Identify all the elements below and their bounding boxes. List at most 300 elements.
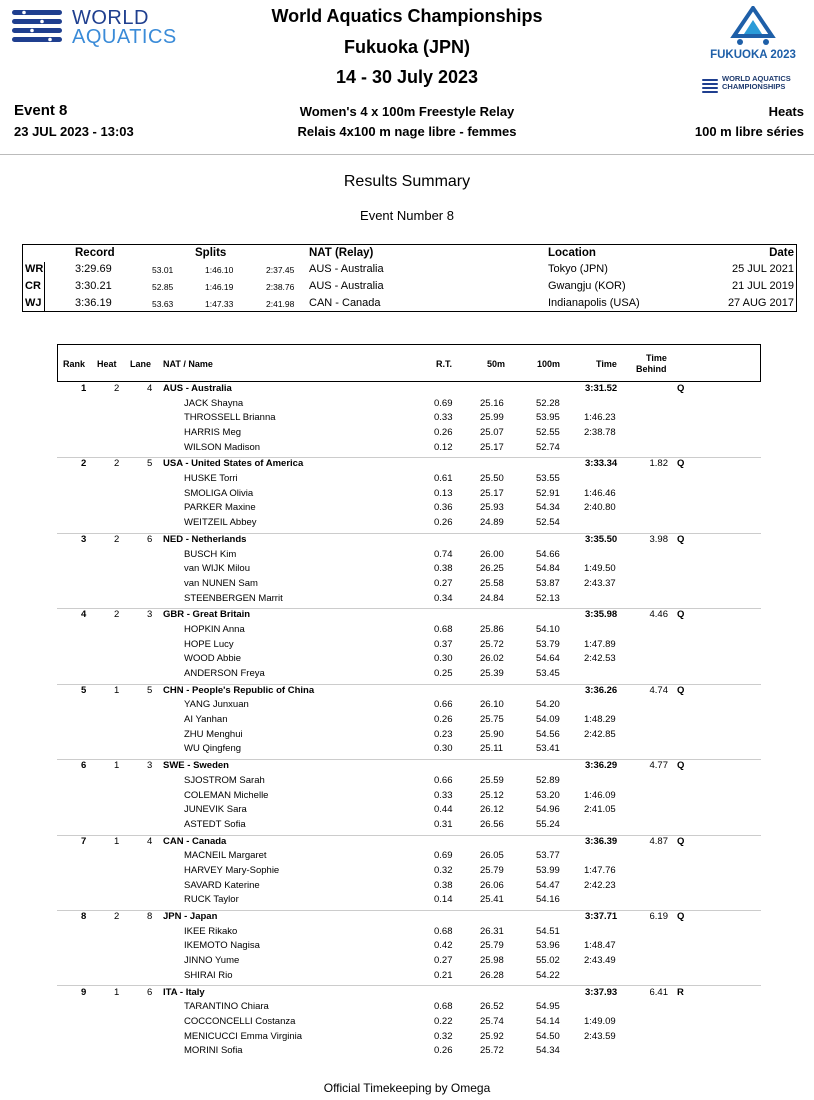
- results-header-rule: [57, 381, 761, 382]
- swimmer-row: [0, 427, 814, 441]
- record-time: 3:30.21: [75, 280, 112, 292]
- record-split-2: 1:46.10: [205, 265, 234, 275]
- swimmer-rt: 0.74: [434, 548, 453, 560]
- team-name: ITA - Italy: [163, 986, 205, 998]
- swimmer-50m: 25.79: [480, 940, 504, 952]
- swimmer-rt: 0.68: [434, 1001, 453, 1013]
- swimmer-name: WU Qingfeng: [184, 743, 242, 755]
- swimmer-name: JUNEVIK Sara: [184, 804, 247, 816]
- swimmer-rt: 0.25: [434, 667, 453, 679]
- col-50m: 50m: [487, 359, 506, 369]
- team-behind: 4.46: [649, 609, 668, 621]
- swimmer-name: SJOSTROM Sarah: [184, 774, 265, 786]
- swimmer-name: MENICUCCI Emma Virginia: [184, 1030, 303, 1042]
- swimmer-50m: 26.25: [480, 563, 504, 575]
- swimmer-row: [0, 563, 814, 577]
- team-heat: 2: [114, 383, 120, 394]
- swimmer-50m: 26.00: [480, 548, 504, 560]
- swimmer-100m: 54.64: [536, 653, 560, 665]
- swimmer-rt: 0.30: [434, 743, 453, 755]
- swimmer-50m: 25.58: [480, 577, 504, 589]
- swimmer-50m: 26.31: [480, 925, 504, 937]
- team-time: 3:35.50: [585, 533, 618, 545]
- swimmer-row: [0, 517, 814, 531]
- record-row: [0, 263, 814, 277]
- team-heat: 2: [114, 911, 120, 923]
- team-behind: 4.77: [649, 760, 668, 772]
- swimmer-name: WEITZEIL Abbey: [184, 517, 257, 529]
- team-name: AUS - Australia: [163, 383, 232, 394]
- swimmer-100m: 54.84: [536, 563, 560, 575]
- swimmer-row: [0, 819, 814, 833]
- swimmer-row: [0, 549, 814, 563]
- qualification-mark: Q: [677, 760, 685, 772]
- logo-line1: WORLD: [72, 7, 149, 29]
- swimmer-rt: 0.13: [434, 487, 453, 499]
- swimmer-rt: 0.69: [434, 850, 453, 862]
- swimmer-row: [0, 729, 814, 743]
- swimmer-row: [0, 502, 814, 516]
- team-behind: 4.87: [649, 835, 668, 847]
- team-row: [0, 911, 814, 925]
- swimmer-row: [0, 412, 814, 426]
- swimmer-rt: 0.69: [434, 397, 453, 409]
- swimmer-rt: 0.21: [434, 969, 453, 981]
- record-row: [0, 280, 814, 294]
- swimmer-50m: 24.89: [480, 517, 504, 529]
- swimmer-name: STEENBERGEN Marrit: [184, 592, 283, 604]
- swimmer-name: HUSKE Torri: [184, 473, 238, 485]
- event-number: Event 8: [14, 102, 68, 119]
- record-nat: CAN - Canada: [309, 297, 381, 309]
- event-number-title: Event Number 8: [360, 208, 454, 223]
- swimmer-row: [0, 790, 814, 804]
- qualification-mark: R: [677, 986, 684, 998]
- swimmer-row: [0, 865, 814, 879]
- swimmer-50m: 25.17: [480, 487, 504, 499]
- records-header-record: Record: [75, 247, 115, 259]
- fukuoka-sub2: CHAMPIONSHIPS: [722, 82, 786, 91]
- team-time: 3:35.98: [585, 609, 618, 621]
- swimmer-50m: 26.02: [480, 653, 504, 665]
- swimmer-100m: 52.91: [536, 487, 560, 499]
- swimmer-name: MACNEIL Margaret: [184, 850, 267, 862]
- swimmer-name: IKEE Rikako: [184, 925, 238, 937]
- col-behind-1: Time: [646, 353, 667, 363]
- swimmer-name: SAVARD Katerine: [184, 879, 260, 891]
- swimmer-cumulative: 2:42.85: [584, 728, 616, 740]
- qualification-mark: Q: [677, 533, 685, 545]
- swimmer-row: [0, 442, 814, 456]
- swimmer-name: ZHU Menghui: [184, 728, 243, 740]
- swimmer-row: [0, 970, 814, 984]
- swimmer-name: SMOLIGA Olivia: [184, 487, 254, 499]
- swimmer-row: [0, 668, 814, 682]
- record-split-3: 2:41.98: [266, 299, 295, 309]
- swimmer-name: COLEMAN Michelle: [184, 789, 269, 801]
- swimmer-100m: 53.20: [536, 789, 560, 801]
- swimmer-50m: 25.16: [480, 397, 504, 409]
- record-type: WJ: [25, 297, 42, 309]
- swimmer-50m: 26.06: [480, 879, 504, 891]
- swimmer-100m: 53.77: [536, 850, 560, 862]
- swimmer-cumulative: 2:40.80: [584, 502, 616, 514]
- swimmer-row: [0, 593, 814, 607]
- team-lane: 4: [147, 383, 153, 394]
- swimmer-name: MORINI Sofia: [184, 1045, 243, 1057]
- swimmer-50m: 25.50: [480, 473, 504, 485]
- team-heat: 2: [114, 533, 120, 545]
- record-date: 25 JUL 2021: [732, 263, 794, 275]
- swimmer-row: [0, 1031, 814, 1045]
- record-split-1: 53.63: [152, 299, 174, 309]
- swimmer-50m: 25.99: [480, 412, 504, 424]
- team-time: 3:33.34: [585, 458, 618, 470]
- col-rt: R.T.: [436, 359, 453, 369]
- qualification-mark: Q: [677, 458, 685, 470]
- qualification-mark: Q: [677, 609, 685, 621]
- swimmer-row: [0, 955, 814, 969]
- swimmer-50m: 25.86: [480, 624, 504, 635]
- swimmer-row: [0, 639, 814, 653]
- swimmer-100m: 53.87: [536, 577, 560, 589]
- swimmer-name: van NUNEN Sam: [184, 577, 258, 589]
- swimmer-50m: 24.84: [480, 592, 504, 604]
- swimmer-50m: 26.52: [480, 1001, 504, 1013]
- swimmer-cumulative: 2:41.05: [584, 804, 616, 816]
- swimmer-rt: 0.23: [434, 728, 453, 740]
- swimmer-cumulative: 2:38.78: [584, 426, 616, 438]
- swimmer-cumulative: 2:43.37: [584, 577, 616, 589]
- swimmer-rt: 0.36: [434, 502, 453, 514]
- record-date: 27 AUG 2017: [727, 297, 794, 309]
- swimmer-100m: 53.79: [536, 638, 560, 650]
- swimmer-cumulative: 1:46.23: [584, 412, 616, 424]
- swimmer-rt: 0.38: [434, 879, 453, 891]
- record-nat: AUS - Australia: [309, 263, 384, 275]
- swimmer-cumulative: 1:46.46: [584, 487, 616, 499]
- team-heat: 1: [114, 760, 120, 772]
- swimmer-row: [0, 804, 814, 818]
- swimmer-50m: 25.75: [480, 714, 504, 726]
- team-name: CHN - People's Republic of China: [163, 684, 315, 696]
- championship-dates: 14 - 30 July 2023: [335, 67, 479, 87]
- swimmer-rt: 0.32: [434, 865, 453, 876]
- swimmer-name: HARVEY Mary-Sophie: [184, 865, 280, 876]
- record-time: 3:36.19: [75, 297, 112, 309]
- swimmer-rt: 0.26: [434, 517, 453, 529]
- team-behind: 3.98: [649, 533, 668, 545]
- qualification-mark: Q: [677, 911, 685, 923]
- swimmer-100m: 54.96: [536, 804, 560, 816]
- fukuoka-sub1: WORLD AQUATICS: [722, 74, 791, 83]
- swimmer-rt: 0.12: [434, 441, 453, 453]
- swimmer-100m: 52.55: [536, 426, 560, 438]
- records-header-date: Date: [769, 247, 794, 259]
- swimmer-row: [0, 473, 814, 487]
- swimmer-100m: 52.54: [536, 517, 560, 529]
- swimmer-cumulative: 1:46.09: [584, 789, 616, 801]
- swimmer-100m: 54.09: [536, 714, 560, 726]
- col-lane: Lane: [130, 359, 152, 369]
- team-rank: 5: [81, 684, 87, 696]
- swimmer-rt: 0.68: [434, 925, 453, 937]
- record-type: CR: [25, 280, 41, 292]
- swimmer-rt: 0.34: [434, 592, 453, 604]
- swimmer-100m: 54.20: [536, 699, 560, 711]
- swimmer-100m: 54.34: [536, 1045, 560, 1057]
- swimmer-100m: 54.34: [536, 502, 560, 514]
- swimmer-row: [0, 894, 814, 908]
- swimmer-rt: 0.38: [434, 563, 453, 575]
- swimmer-100m: 54.66: [536, 548, 560, 560]
- swimmer-rt: 0.26: [434, 714, 453, 726]
- swimmer-rt: 0.26: [434, 1045, 453, 1057]
- swimmer-name: WOOD Abbie: [184, 653, 242, 665]
- team-rank: 8: [81, 911, 87, 923]
- team-lane: 6: [147, 533, 153, 545]
- col-behind-2: Behind: [636, 364, 667, 374]
- team-row: [0, 987, 814, 1001]
- swimmer-name: IKEMOTO Nagisa: [184, 940, 260, 952]
- swimmer-rt: 0.14: [434, 894, 453, 906]
- team-row: [0, 685, 814, 699]
- swimmer-rt: 0.66: [434, 774, 453, 786]
- team-time: 3:37.93: [585, 986, 618, 998]
- swimmer-name: ANDERSON Freya: [184, 667, 265, 679]
- team-name: SWE - Sweden: [163, 760, 229, 772]
- record-date: 21 JUL 2019: [732, 280, 794, 292]
- swimmer-rt: 0.42: [434, 940, 453, 952]
- team-time: 3:31.52: [585, 383, 618, 394]
- swimmer-100m: 52.74: [536, 441, 560, 453]
- swimmer-50m: 25.79: [480, 865, 504, 876]
- swimmer-50m: 25.17: [480, 441, 504, 453]
- swimmer-rt: 0.27: [434, 955, 453, 967]
- swimmer-cumulative: 1:49.50: [584, 563, 616, 575]
- swimmer-50m: 26.10: [480, 699, 504, 711]
- swimmer-50m: 25.72: [480, 638, 504, 650]
- record-split-1: 52.85: [152, 282, 174, 292]
- swimmer-100m: 54.47: [536, 879, 560, 891]
- swimmer-rt: 0.66: [434, 699, 453, 711]
- team-behind: 4.74: [649, 684, 668, 696]
- team-heat: 1: [114, 684, 120, 696]
- header-divider: [0, 154, 814, 155]
- col-rank: Rank: [63, 359, 86, 369]
- swimmer-100m: 55.24: [536, 818, 560, 830]
- swimmer-100m: 52.89: [536, 774, 560, 786]
- team-lane: 5: [147, 684, 153, 696]
- swimmer-row: [0, 1045, 814, 1059]
- swimmer-rt: 0.37: [434, 638, 453, 650]
- swimmer-50m: 26.12: [480, 804, 504, 816]
- swimmer-50m: 25.07: [480, 426, 504, 438]
- swimmer-name: COCCONCELLI Costanza: [184, 1015, 296, 1027]
- swimmer-100m: 53.96: [536, 940, 560, 952]
- team-rank: 6: [81, 760, 87, 772]
- team-heat: 2: [114, 609, 120, 621]
- swimmer-100m: 54.14: [536, 1015, 560, 1027]
- record-location: Gwangju (KOR): [548, 280, 626, 292]
- col-100m: 100m: [537, 359, 561, 369]
- team-lane: 5: [147, 458, 153, 470]
- event-round-en: Heats: [768, 104, 804, 119]
- team-row: [0, 458, 814, 472]
- swimmer-50m: 25.72: [480, 1045, 504, 1057]
- team-lane: 3: [147, 609, 153, 621]
- swimmer-100m: 54.16: [536, 894, 560, 906]
- swimmer-cumulative: 1:49.09: [584, 1015, 616, 1027]
- swimmer-rt: 0.33: [434, 412, 453, 424]
- team-behind: 6.41: [649, 986, 668, 998]
- team-rank: 9: [81, 986, 87, 998]
- swimmer-rt: 0.22: [434, 1015, 453, 1027]
- col-heat: Heat: [97, 359, 117, 369]
- record-split-3: 2:37.45: [266, 265, 295, 275]
- swimmer-50m: 25.93: [480, 502, 504, 514]
- team-time: 3:36.29: [585, 760, 618, 772]
- record-location: Tokyo (JPN): [548, 263, 608, 275]
- swimmer-name: HOPKIN Anna: [184, 624, 245, 635]
- swimmer-rt: 0.32: [434, 1030, 453, 1042]
- results-summary-title: Results Summary: [343, 173, 471, 190]
- swimmer-100m: 53.41: [536, 743, 560, 755]
- swimmer-100m: 54.56: [536, 728, 560, 740]
- record-split-3: 2:38.76: [266, 282, 295, 292]
- swimmer-100m: 54.50: [536, 1030, 560, 1042]
- team-heat: 1: [114, 986, 120, 998]
- swimmer-cumulative: 1:48.47: [584, 940, 616, 952]
- record-split-1: 53.01: [152, 265, 174, 275]
- championship-city: Fukuoka (JPN): [343, 37, 471, 57]
- swimmer-row: [0, 775, 814, 789]
- swimmer-row: [0, 1001, 814, 1015]
- swimmer-50m: 25.11: [480, 743, 504, 755]
- swimmer-row: [0, 743, 814, 757]
- swimmer-100m: 53.45: [536, 667, 560, 679]
- swimmer-100m: 53.95: [536, 412, 560, 424]
- record-type: WR: [25, 263, 44, 275]
- swimmer-100m: 52.28: [536, 397, 560, 409]
- swimmer-50m: 25.98: [480, 955, 504, 967]
- swimmer-row: [0, 398, 814, 412]
- swimmer-50m: 26.56: [480, 818, 504, 830]
- team-time: 3:37.71: [585, 911, 618, 923]
- logo-line2: AQUATICS: [72, 26, 177, 48]
- fukuoka-year: FUKUOKA 2023: [710, 49, 796, 61]
- team-name: CAN - Canada: [163, 835, 227, 847]
- swimmer-row: [0, 940, 814, 954]
- team-heat: 1: [114, 835, 120, 847]
- swimmer-name: WILSON Madison: [184, 441, 261, 453]
- record-location: Indianapolis (USA): [548, 297, 640, 309]
- records-header-location: Location: [548, 247, 596, 259]
- swimmer-cumulative: 1:47.76: [584, 865, 616, 876]
- swimmer-100m: 54.51: [536, 925, 560, 937]
- team-time: 3:36.26: [585, 684, 618, 696]
- swimmer-100m: 54.10: [536, 624, 560, 635]
- swimmer-rt: 0.61: [434, 473, 453, 485]
- swimmer-name: THROSSELL Brianna: [184, 412, 276, 424]
- team-name: NED - Netherlands: [163, 533, 247, 545]
- team-row: [0, 760, 814, 774]
- team-time: 3:36.39: [585, 835, 618, 847]
- championship-title: World Aquatics Championships: [271, 6, 543, 26]
- event-datetime: 23 JUL 2023 - 13:03: [14, 124, 134, 139]
- swimmer-cumulative: 1:47.89: [584, 638, 616, 650]
- records-header-nat: NAT (Relay): [309, 247, 374, 259]
- swimmer-name: TARANTINO Chiara: [184, 1001, 269, 1013]
- swimmer-100m: 52.13: [536, 592, 560, 604]
- swimmer-rt: 0.33: [434, 789, 453, 801]
- record-nat: AUS - Australia: [309, 280, 384, 292]
- team-row: [0, 609, 814, 623]
- swimmer-50m: 25.59: [480, 774, 504, 786]
- footer-timekeeping: Official Timekeeping by Omega: [323, 1081, 491, 1095]
- qualification-mark: Q: [677, 383, 685, 394]
- record-time: 3:29.69: [75, 263, 112, 275]
- event-round-fr: 100 m libre séries: [694, 124, 804, 139]
- team-heat: 2: [114, 458, 120, 470]
- swimmer-cumulative: 2:42.23: [584, 879, 616, 891]
- team-rank: 2: [81, 458, 87, 470]
- swimmer-name: SHIRAI Rio: [184, 969, 233, 981]
- swimmer-name: HOPE Lucy: [184, 638, 234, 650]
- swimmer-100m: 53.99: [536, 865, 560, 876]
- swimmer-100m: 54.95: [536, 1001, 560, 1013]
- swimmer-rt: 0.30: [434, 653, 453, 665]
- swimmer-rt: 0.27: [434, 577, 453, 589]
- swimmer-rt: 0.44: [434, 804, 453, 816]
- swimmer-row: [0, 578, 814, 592]
- swimmer-name: PARKER Maxine: [184, 502, 256, 514]
- record-row: [0, 297, 814, 311]
- swimmer-50m: 25.92: [480, 1030, 504, 1042]
- swimmer-cumulative: 1:48.29: [584, 714, 616, 726]
- records-header-splits: Splits: [195, 247, 227, 259]
- swimmer-50m: 25.12: [480, 789, 504, 801]
- swimmer-rt: 0.68: [434, 624, 453, 635]
- swimmer-100m: 55.02: [536, 955, 560, 967]
- team-lane: 6: [147, 986, 153, 998]
- qualification-mark: Q: [677, 684, 685, 696]
- team-behind: 1.82: [649, 458, 668, 470]
- swimmer-100m: 54.22: [536, 969, 560, 981]
- swimmer-name: BUSCH Kim: [184, 548, 237, 560]
- swimmer-name: RUCK Taylor: [184, 894, 239, 906]
- swimmer-name: AI Yanhan: [184, 714, 228, 726]
- swimmer-row: [0, 880, 814, 894]
- event-name-en: Women's 4 x 100m Freestyle Relay: [299, 104, 515, 119]
- swimmer-rt: 0.26: [434, 426, 453, 438]
- swimmer-name: YANG Junxuan: [184, 699, 249, 711]
- swimmer-cumulative: 2:43.49: [584, 955, 616, 967]
- swimmer-50m: 25.39: [480, 667, 504, 679]
- event-name-fr: Relais 4x100 m nage libre - femmes: [297, 124, 517, 139]
- swimmer-name: JACK Shayna: [184, 397, 244, 409]
- swimmer-row: [0, 926, 814, 940]
- swimmer-50m: 25.74: [480, 1015, 504, 1027]
- team-rank: 4: [81, 609, 87, 621]
- team-rank: 1: [81, 383, 87, 394]
- swimmer-row: [0, 624, 814, 638]
- swimmer-name: ASTEDT Sofia: [184, 818, 246, 830]
- swimmer-cumulative: 2:42.53: [584, 653, 616, 665]
- fukuoka-subtitle: [722, 75, 791, 91]
- swimmer-50m: 26.28: [480, 969, 504, 981]
- team-name: GBR - Great Britain: [163, 609, 251, 621]
